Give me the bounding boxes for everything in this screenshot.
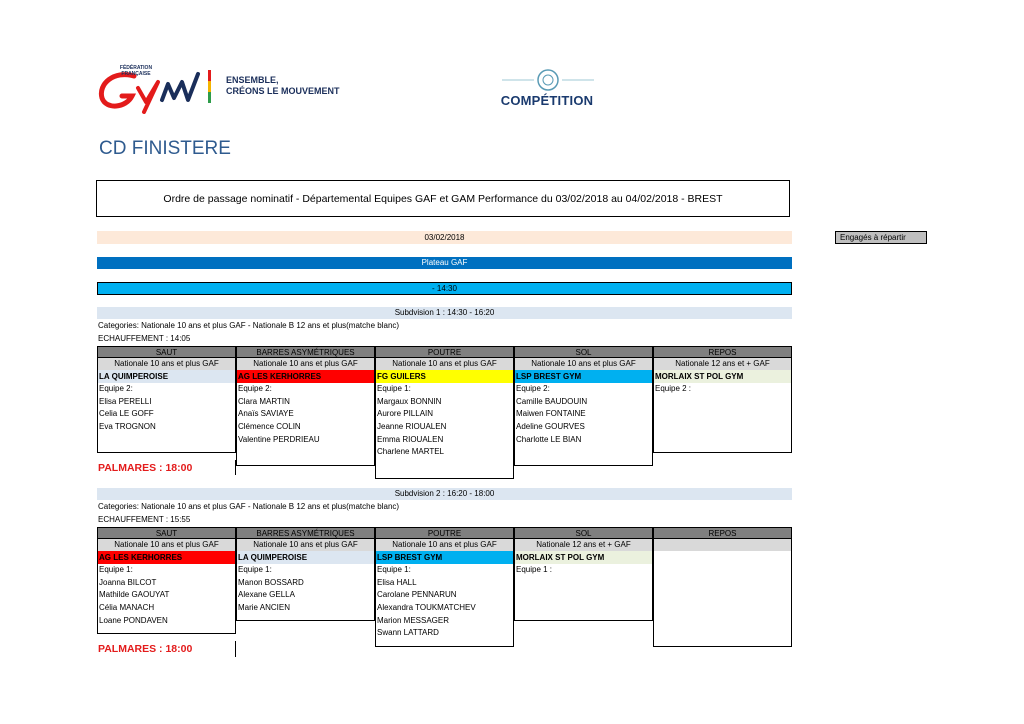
club-cell: FG GUILERS [375,370,514,383]
date-bar: 03/02/2018 [97,231,792,244]
apparatus-column [97,346,236,453]
team-list [236,564,375,621]
list-item: Celia LE GOFF [99,409,154,419]
list-item: Marion MESSAGER [377,615,450,625]
apparatus-column [375,527,514,647]
club-cell: LA QUIMPEROISE [236,551,375,564]
list-item: Mathilde GAOUYAT [99,590,170,600]
competition-emblem-icon [500,68,596,92]
team-list [375,564,514,647]
list-item: Marie ANCIEN [238,603,291,613]
apparatus-column [236,346,375,466]
list-item: Equipe 2: [99,384,133,393]
club-cell [653,551,792,564]
slogan-line-1: ENSEMBLE, [226,75,279,85]
list-item: Charlene MARTEL [377,447,444,457]
apparatus-header: SOL [514,527,653,539]
apparatus-column [375,346,514,479]
list-item: Equipe 2: [238,384,272,393]
list-item: Emma RIOUALEN [377,434,444,444]
document-title: Ordre de passage nominatif - Départemental Equipes GAF et GAM Performance du 03/02/2018 au 04/02/2018 - BREST [96,180,790,217]
list-item: Clémence COLIN [238,422,301,432]
club-cell: AG LES KERHORRES [97,551,236,564]
list-item: Clara MARTIN [238,396,290,406]
apparatus-header: BARRES ASYMÉTRIQUES [236,527,375,539]
list-item: Carolane PENNARUN [377,590,457,600]
list-item: Elisa HALL [377,577,417,587]
competition-label: COMPÉTITION [500,93,594,108]
category-cell: Nationale 10 ans et plus GAF [97,358,236,370]
club-cell: LA QUIMPEROISE [97,370,236,383]
team-list [97,383,236,453]
list-item: Célia MANACH [99,603,155,613]
list-item: Eva TROGNON [99,422,156,432]
apparatus-header: REPOS [653,346,792,358]
apparatus-header: SAUT [97,527,236,539]
divider [235,460,236,475]
apparatus-column [514,527,653,621]
list-item: Valentine PERDRIEAU [238,434,320,444]
palmares-text: PALMARES : 18:00 [98,462,193,474]
list-item: Equipe 1: [377,384,411,393]
list-item: Adeline GOURVES [516,422,585,432]
ffg-line-2: FRANÇAISE [121,71,151,77]
list-item: Equipe 1: [238,565,272,574]
category-cell: Nationale 10 ans et plus GAF [375,358,514,370]
list-item: Elisa PERELLI [99,396,152,406]
team-list [514,564,653,621]
club-cell: MORLAIX ST POL GYM [514,551,653,564]
team-list [97,564,236,634]
list-item: Equipe 1: [99,565,133,574]
ffg-line-1: FÉDÉRATION [119,65,153,71]
category-cell: Nationale 10 ans et plus GAF [375,539,514,551]
subdivision-title: Subdvision 2 : 16:20 - 18:00 [97,488,792,500]
list-item: Margaux BONNIN [377,396,442,406]
apparatus-column [236,527,375,621]
team-list [514,383,653,466]
categories-text: Categories: Nationale 10 ans et plus GAF - Nationale B 12 ans et plus(matche blanc) [98,502,400,511]
list-item: Joanna BILCOT [99,577,157,587]
club-cell: MORLAIX ST POL GYM [653,370,792,383]
category-cell: Nationale 12 ans et + GAF [514,539,653,551]
list-item: Equipe 1: [377,565,411,574]
apparatus-header: SOL [514,346,653,358]
apparatus-column [653,527,792,647]
category-cell [653,539,792,551]
plateau-bar: Plateau GAF [97,257,792,269]
list-item: Equipe 2 : [655,384,692,393]
category-cell: Nationale 10 ans et plus GAF [236,358,375,370]
list-item: Equipe 2: [516,384,550,393]
apparatus-column [653,346,792,453]
list-item: Maiwen FONTAINE [516,409,586,419]
categories-text: Categories: Nationale 10 ans et plus GAF - Nationale B 12 ans et plus(matche blanc) [98,321,400,330]
list-item: Jeanne RIOUALEN [377,422,447,432]
list-item: Charlotte LE BIAN [516,434,582,444]
category-cell: Nationale 10 ans et plus GAF [514,358,653,370]
club-cell: LSP BREST GYM [375,551,514,564]
list-item: Loane PONDAVEN [99,615,168,625]
palmares-text: PALMARES : 18:00 [98,643,193,655]
apparatus-header: POUTRE [375,346,514,358]
list-item: Camille BAUDOUIN [516,396,588,406]
team-list [653,564,792,647]
team-list [375,383,514,479]
category-cell: Nationale 12 ans et + GAF [653,358,792,370]
subdivision-title: Subdvision 1 : 14:30 - 16:20 [97,307,792,319]
apparatus-column [97,527,236,634]
committee-title: CD FINISTERE [99,138,231,159]
club-cell: AG LES KERHORRES [236,370,375,383]
list-item: Manon BOSSARD [238,577,304,587]
list-item: Alexane GELLA [238,590,295,600]
team-list [236,383,375,466]
list-item: Alexandra TOUKMATCHEV [377,603,476,613]
category-cell: Nationale 10 ans et plus GAF [236,539,375,551]
category-cell: Nationale 10 ans et plus GAF [97,539,236,551]
club-cell: LSP BREST GYM [514,370,653,383]
apparatus-header: REPOS [653,527,792,539]
list-item: Anaïs SAVIAYE [238,409,294,419]
apparatus-column [514,346,653,466]
list-item: Equipe 1 : [516,565,553,574]
apparatus-header: BARRES ASYMÉTRIQUES [236,346,375,358]
ffg-label [112,65,160,77]
team-list [653,383,792,453]
apparatus-header: SAUT [97,346,236,358]
divider [235,641,236,657]
list-item: Aurore PILLAIN [377,409,434,419]
engages-box: Engagés à répartir [835,231,927,244]
warmup-text: ECHAUFFEMENT : 14:05 [98,334,191,343]
list-item: Swann LATTARD [377,628,439,638]
time-bar: - 14:30 [97,282,792,295]
slogan-line-2: CRÉONS LE MOUVEMENT [226,86,340,96]
slogan [226,75,340,97]
warmup-text: ECHAUFFEMENT : 15:55 [98,515,191,524]
apparatus-header: POUTRE [375,527,514,539]
